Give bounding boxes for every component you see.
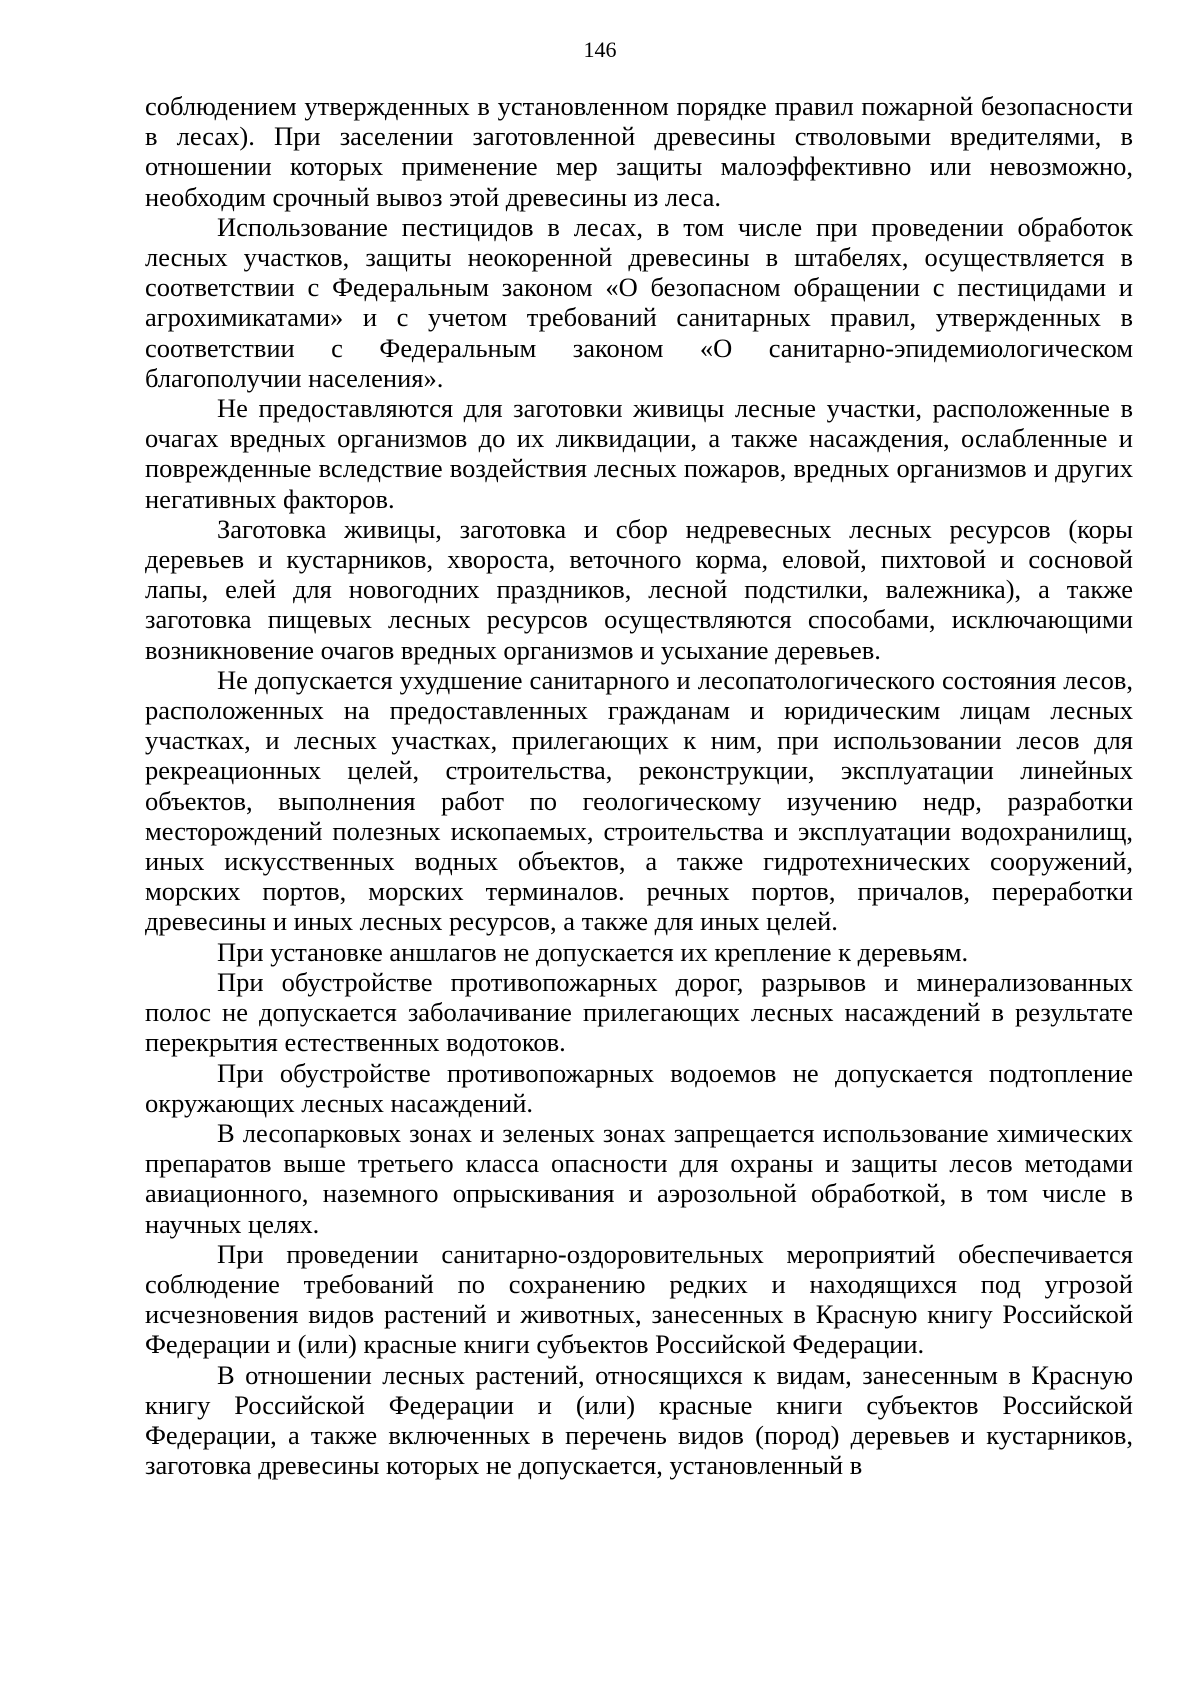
page-number: 146 [583,37,617,62]
paragraph-resin-plots: Не предоставляются для заготовки живицы лесные участки, расположенные в очагах вредных организмов до их ликвидации, а также насаждения, ослабленные и поврежденные вследствие воздействия лесных пожаров, вредных организмов и других негативных факторов. [145,393,1133,514]
paragraph-continued: соблюдением утвержденных в установленном порядке правил пожарной безопасности в лесах). При заселении заготовленной древесины стволовыми вредителями, в отношении которых применение мер защиты малоэффективно или невозможно, необходим срочный вывоз этой древесины из леса. [145,91,1133,212]
paragraph-fire-roads: При обустройстве противопожарных дорог, разрывов и минерализованных полос не допускается заболачивание прилегающих лесных насаждений в результате перекрытия естественных водотоков. [145,966,1133,1058]
paragraph-signs: При установке аншлагов не допускается их крепление к деревьям. [217,936,969,967]
paragraph-sanitary-condition: Не допускается ухудшение санитарного и лесопатологического состояния лесов, расположенных на предоставленных гражданам и юридическим лицам лесных участках, и лесных участках, прилегающих к ним, при использовании лесов для рекреационных целей, строительства, реконструкции, эксплуатации линейных объектов, выполнения работ по геологическому изучению недр, разработки месторождений полезных ископаемых, строительства и эксплуатации водохранилищ, иных искусственных водных объектов, а также гидротехнических сооружений, морских портов, морских терминалов. речных портов, причалов, переработки древесины и иных лесных ресурсов, а также для иных целей. [145,664,1133,937]
paragraph-red-book-species: При проведении санитарно-оздоровительных мероприятий обеспечивается соблюдение требований по сохранению редких и находящихся под угрозой исчезновения видов растений и животных, занесенных в Красную книгу Российской Федерации и (или) красные книги субъектов Российской Федерации. [145,1238,1133,1360]
body-text [145,91,1133,1480]
paragraph-pesticides: Использование пестицидов в лесах, в том числе при проведении обработок лесных участков, защиты неокоренной древесины в штабелях, осуществляется в соответствии с Федеральным законом «О безопасном обращении с пестицидами и агрохимикатами» и с учетом требований санитарных правил, утвержденных в соответствии с Федеральным законом «О санитарно-эпидемиологическом благополучии населения». [145,211,1133,393]
paragraph-forest-park-zones: В лесопарковых зонах и зеленых зонах запрещается использование химических препаратов выше третьего класса опасности для охраны и защиты лесов методами авиационного, наземного опрыскивания и аэрозольной обработкой, в том числе в научных целях. [145,1117,1133,1239]
paragraph-non-timber-resources: Заготовка живицы, заготовка и сбор недревесных лесных ресурсов (коры деревьев и кустарников, хвороста, веточного корма, еловой, пихтовой и сосновой лапы, елей для новогодних праздников, лесной подстилки, валежника), а также заготовка пищевых лесных ресурсов осуществляются способами, исключающими возникновение очагов вредных организмов и усыхание деревьев. [145,513,1133,665]
paragraph-protected-plants: В отношении лесных растений, относящихся к видам, занесенным в Красную книгу Российской Федерации и (или) красные книги субъектов Российской Федерации, а также включенных в перечень видов (пород) деревьев и кустарников, заготовка древесины которых не допускается, установленный в [145,1359,1133,1481]
paragraph-fire-ponds: При обустройстве противопожарных водоемов не допускается подтопление окружающих лесных насаждений. [145,1057,1133,1118]
